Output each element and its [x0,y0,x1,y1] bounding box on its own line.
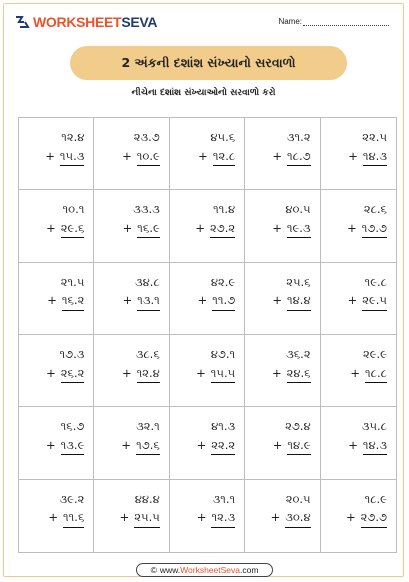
problem-cell [170,190,245,262]
addition-problem [197,421,236,455]
logo-seva: SEVA [121,14,158,30]
addend-bottom-row [197,512,235,528]
addend-bottom: ૧૦.૯ [137,151,160,167]
plus-sign: + [348,437,358,452]
addend-top: ૩૮.૬ [135,347,160,361]
addend-bottom-row [272,220,311,239]
addend-bottom: ૧૨.૪ [137,368,160,384]
problem-cell [321,118,396,190]
plus-sign: + [121,437,132,452]
addend-bottom-row [47,295,84,311]
addend-bottom: ૧૨.૩ [211,512,235,528]
name-field [278,17,389,26]
addition-problem [272,274,311,311]
plus-sign: + [121,365,132,380]
problem-cell [94,335,169,407]
addend-bottom-row [45,437,85,456]
problem-cell [19,263,94,335]
problem-cell [170,118,245,190]
addend-bottom-row [348,148,387,167]
addition-problem [123,204,160,238]
addend-bottom: ૧૪.૯ [287,440,310,456]
plus-sign: + [48,510,59,525]
addend-top: ૨૮.૬ [363,202,387,217]
problem-cell [245,480,320,552]
addend-top: ૧૭.૩ [59,347,85,361]
addend-bottom-row [121,365,160,384]
addend-bottom-row [346,512,387,528]
problem-cell [170,335,245,407]
addend-top: ૩૧.૨ [286,130,311,144]
addition-problem [122,132,160,166]
addition-problem [348,421,387,455]
problem-cell [19,480,94,552]
addend-bottom: ૨૬.૨ [61,368,85,384]
addition-problem [272,349,311,383]
addend-top: ૩૧.૧ [212,491,236,506]
addition-problem [197,274,236,311]
problem-grid [18,117,397,553]
problem-cell [245,190,320,262]
problem-cell [321,407,396,479]
plus-sign: + [122,148,132,163]
addend-top: ૧૦.૧ [62,202,85,217]
url-brand: WorksheetSeva [180,565,240,575]
addition-problem [347,274,387,311]
addition-problem [272,132,310,166]
plus-sign: + [47,293,57,308]
addend-bottom: ૧૭.૬ [136,440,160,456]
addend-bottom-row [196,365,236,384]
addend-bottom: ૨૨.૨ [211,440,235,456]
addend-top: ૧૨.૪ [61,130,85,144]
plus-sign: + [45,148,55,163]
addend-bottom: ૧૨.૮ [213,151,235,167]
addend-bottom: ૧૩.૯ [61,440,85,456]
addend-bottom-row [123,295,160,311]
addition-problem [47,274,85,311]
addend-bottom: ૩૦.૪ [285,512,310,528]
addend-bottom: ૧૫.૩ [60,151,85,167]
addend-top: ૪૭.૧ [210,347,236,361]
plus-sign: + [272,437,283,452]
addend-bottom: ૧૧.૬ [63,512,84,528]
plus-sign: + [198,148,208,163]
plus-sign: + [348,148,358,163]
addend-bottom-row [195,220,236,239]
problem-cell [170,480,245,552]
addend-bottom-row [198,148,236,167]
addend-bottom-row [121,437,160,456]
problem-cell [170,263,245,335]
logo-icon [14,14,30,30]
addend-top: ૨૯.૯ [362,347,387,361]
addend-bottom-row [46,365,85,384]
plus-sign: + [196,365,206,380]
addend-bottom-row [272,295,310,311]
addition-problem [45,132,84,166]
addition-problem [46,349,84,383]
addend-bottom: ૧૩.૧ [137,295,160,311]
addend-bottom-row [347,220,387,239]
addend-bottom-row [348,437,387,456]
plus-sign: + [347,293,358,308]
addition-problem [270,491,311,528]
instructions: નીચેના દશાંશ સંખ્યાઓનો સરવાળો કરો [131,88,276,98]
addend-top: ૪૨.૯ [210,274,236,289]
addend-bottom: ૨૭.૭ [361,512,387,528]
addend-top: ૪૦.૫ [285,202,311,217]
problem-cell [19,335,94,407]
logo-text [33,14,157,30]
problem-cell [321,263,396,335]
addend-bottom: ૧૪.૩ [363,151,387,167]
addend-bottom: ૨૯.૫ [362,295,387,311]
addend-bottom-row [196,437,236,456]
problem-cell [94,263,169,335]
addend-top: ૨૫.૬ [286,274,311,289]
addition-problem [348,132,387,166]
worksheet-page [3,3,404,577]
plus-sign: + [46,365,56,380]
plus-sign: + [350,365,361,380]
addend-bottom-row [48,512,84,528]
addition-problem [121,421,159,455]
addend-bottom-row [350,365,387,384]
copyright-symbol: © [150,565,157,575]
addend-top: ૨૭.૪ [285,419,311,434]
url-suffix: .com [240,565,259,575]
problem-cell [245,407,320,479]
addition-problem [122,274,160,311]
addend-top: ૨૧.૫ [60,274,85,289]
addition-problem [347,204,387,238]
addend-bottom-row [45,148,85,167]
addition-problem [119,491,160,528]
plus-sign: + [272,293,283,308]
addend-bottom-row [271,365,311,384]
addend-bottom-row [46,220,85,239]
addend-bottom-row [348,295,387,311]
addend-bottom: ૨૯.૬ [61,223,85,239]
problem-cell [245,335,320,407]
problem-cell [245,118,320,190]
addend-bottom: ૧૫.૫ [211,368,235,384]
addend-bottom: ૧૧.૭ [212,295,235,311]
problem-cell [94,480,169,552]
plus-sign: + [196,510,207,525]
problem-cell [321,335,396,407]
addend-bottom: ૨૪.૬ [287,368,311,384]
addition-problem [196,491,236,528]
addition-problem [272,204,310,238]
plus-sign: + [45,437,56,452]
plus-sign: + [345,510,356,525]
footer-url [136,563,273,577]
addend-bottom: ૨૭.૨ [210,223,235,239]
plus-sign: + [271,365,282,380]
page-title [70,46,347,80]
addend-bottom: ૨૫.૫ [134,512,160,528]
addend-bottom-row [198,295,236,311]
addition-problem [273,421,311,455]
addition-problem [198,132,235,166]
addend-bottom: ૧૪.૩ [363,440,387,456]
plus-sign: + [46,220,56,235]
plus-sign: + [195,220,206,235]
plus-sign: + [122,220,133,235]
addend-bottom: ૧૭.૭ [362,223,387,239]
name-blank [303,18,389,26]
addition-problem [48,491,85,528]
addend-top: ૩૨.૧ [136,419,160,434]
addend-top: ૨૨.૫ [362,130,387,144]
name-label: Name: [278,17,302,26]
url-prefix: www. [159,565,181,575]
addend-top: ૧૧.૪ [213,202,236,217]
problem-cell [94,118,169,190]
addend-top: ૩૬.૨ [286,347,311,361]
problem-cell [321,480,396,552]
addend-top: ૩૩.૩ [133,202,160,217]
addend-bottom-row [272,148,311,167]
problem-cell [19,190,94,262]
plus-sign: + [270,510,281,525]
plus-sign: + [347,220,357,235]
addend-bottom-row [272,437,311,456]
problem-cell [245,263,320,335]
addend-bottom: ૧૮.૮ [365,368,387,384]
addend-top: ૩૪.૮ [135,274,160,289]
addition-problem [122,349,160,383]
addend-bottom-row [122,148,160,167]
plus-sign: + [122,293,133,308]
plus-sign: + [119,510,130,525]
problem-cell [19,407,94,479]
addend-top: ૨૩.૭ [133,130,160,144]
problem-cell [170,407,245,479]
problem-cell [94,407,169,479]
addend-top: ૧૮.૯ [364,491,387,506]
addend-bottom: ૧૬.૨ [62,295,84,311]
addend-top: ૨૦.૫ [285,491,311,506]
addend-top: ૪૧.૩ [211,419,236,434]
addend-top: ૧૯.૮ [364,274,387,289]
addend-bottom-row [120,512,160,528]
addend-bottom-row [271,512,311,528]
addend-top: ૧૬.૭ [60,419,85,434]
logo-worksheet: WORKSHEET [33,14,122,30]
page-title-text: 2 અંકની દશાંશ સંખ્યાનો સરવાળો [121,55,296,70]
addend-bottom: ૧૬.૯ [137,223,160,239]
logo [14,14,157,30]
plus-sign: + [272,148,282,163]
plus-sign: + [272,220,282,235]
addend-top: ૩૯.૨ [59,491,85,506]
problem-cell [321,190,396,262]
addend-top: ૩૫.૮ [361,419,387,434]
plus-sign: + [196,437,207,452]
addition-problem [46,204,84,238]
addend-bottom: ૧૪.૪ [287,295,311,311]
problem-cell [19,118,94,190]
addition-problem [196,349,235,383]
addend-bottom-row [122,220,160,239]
addend-bottom: ૧૮.૭ [287,151,311,167]
plus-sign: + [197,293,208,308]
addition-problem [350,349,387,383]
problem-cell [94,190,169,262]
addition-problem [195,204,235,238]
addition-problem [46,421,84,455]
addend-top: ૪૫.૬ [210,130,236,144]
addend-bottom: ૧૯.૩ [287,223,311,239]
addend-top: ૪૪.૪ [134,491,160,506]
addition-problem [345,491,387,528]
